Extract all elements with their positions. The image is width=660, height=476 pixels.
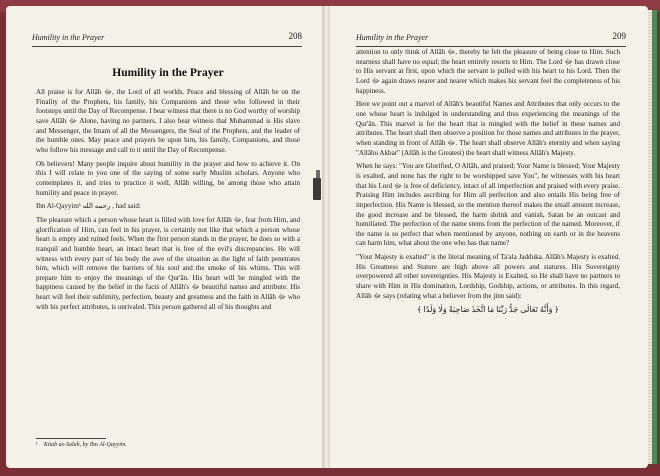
paragraph: When he says: "You are Glorified, O Allāh, and praised; Your Name is blessed; Your Majesty is exalted, and none has the right to be worshipped save You", he witnesses with his heart that his Lord ﷻ is free of deficiency, intact of all imperfection and praised with every praise. Praising Him includes ascribing for Him all perfection and also entails His being free of imperfection. His Name is blessed, so the mention thereof makes the small amount increase, the good increase and be blessed, the harm shrink and vanish, Satan be an outcast and humiliated. The perfection of the name stems from the perfection of the named. Moreover, if the name is so perfect that when mentioned by anyone, nothing on earth or in the heavens can harm him, what about the one who has that name? — [356, 162, 620, 248]
page-number: 208 — [288, 31, 302, 41]
paragraph: All praise is for Allāh ﷻ, the Lord of all worlds. Peace and blessing of Allāh be on the Finality of the Prophets, his family, his Companions and those who followed in their footsteps until the Day of Recompense. I bear witness that there is no God worthy of worship save Allāh ﷻ Alone, having no partners. I also bear witness that Muhammad is His slave and Messenger, the Imam of all the Messengers, the Seal of the Prophets, and the leader of the humble ones. May peace and prayers be upon him, his family, Companions, and those who follow his message and call to it until the Day of Recompense. — [36, 88, 300, 154]
left-page — [6, 6, 324, 468]
footnote-rule — [36, 438, 106, 439]
right-page — [330, 6, 648, 468]
book-cover-edge — [652, 10, 657, 464]
chapter-heading: Humility in the Prayer — [112, 67, 224, 79]
footnote-text: Kitab us-Salah, by Ibn Al-Qayyim. — [43, 442, 127, 448]
paragraph: Here we point out a marvel of Allāh's beautiful Names and Attributes that only occurs to the one whose heart is indulged in understanding and thus experiencing the meanings of the Qur'ān. This marvel is for the heart that is mingled with the belief in these names and attributes. The heart shall then observe a position for those names and attributes in the prayer, when standing in front of Allāh ﷻ. The heart shall observe Allāh's eternity and when saying "Allāhu Akbar" (Allāh is the Greatest) the heart shall witness Allāh's Majesty. — [356, 100, 620, 157]
running-title: Humility in the Prayer — [356, 33, 429, 42]
bookmark-clip — [313, 178, 321, 200]
paragraph: Oh believers! Many people inquire about humility in the prayer and how to achieve it. On this I will relate to you one of the saying of some early Muslim scholars. Anyone who contemplates it, and tries to practice it well, Allāh willing, be among those who attain humility and peace in prayer. — [36, 159, 300, 197]
paragraph: Ibn Al-Qayyim¹ رحمه الله , had said: — [36, 202, 141, 211]
footnote-number: ¹ — [36, 442, 38, 448]
paragraph: "Your Majesty is exalted" is the literal meaning of Ta'ala Jadduka. Allāh's Majesty is exalted. His Greatness and Stature are high above all powers and statures. His Sovereignty overpowered all other sovereignties. His Majesty is Exalted, so He shall have no partners to share with Him in His domination, Lordship, Godship, actions, or attributes. In this regard, Allāh ﷻ says (relating what a believer from the jinn said): — [356, 253, 620, 300]
paragraph: The pleasure which a person whose heart is filled with love for Allāh ﷻ, fear from Him, and glorification of Him, can feel in his prayer, is certainly not like that which a person whose heart is empty and ruined feels. When the first person stands in the prayer, he does so with a tranquil and humble heart, an intact heart that is free of the evil's discrepancies. He will witness with every part of his body the awe of the situation as the light of faith penetrates him, which will remove the barriers of his soul and the smoke of his whims. This will prepare him to enjoy the meanings of the Qur'ān. His heart will be mingled with the happiness caused by the belief in the facts of Allāh's ﷻ beautiful names and attribute. His heart will feel their sublimity, perfection, beauty and greatness and the faith in Allāh ﷻ who with his perfect attributes, is unrivaled. This person gathered all of his thoughts and — [36, 215, 301, 311]
right-page-body — [356, 48, 620, 315]
left-page-header — [32, 30, 302, 47]
page-number: 209 — [612, 31, 626, 41]
right-page-header — [356, 30, 626, 47]
running-title: Humility in the Prayer — [32, 33, 105, 42]
left-page-body — [36, 54, 300, 316]
arabic-verse: ﴿ وَأَنَّهُ تَعَالَى جَدُّ رَبِّنَا مَا اتَّخَذَ صَاحِبَةً وَلَا وَلَدًا ﴾ — [416, 305, 560, 315]
footnote — [36, 442, 300, 448]
paragraph: attention to only think of Allāh ﷻ, thereby he felt the pleasure of being close to Him. Such nearness shall have no equal; the heart entirely resorts to Him. The Lord ﷻ has drawn close to His servant at first, upon which the servant is pulled with his heart to his Lord. Then the Lord ﷻ again draws nearer and nearer which makes his servant feel the completeness of his happiness. — [356, 48, 620, 95]
